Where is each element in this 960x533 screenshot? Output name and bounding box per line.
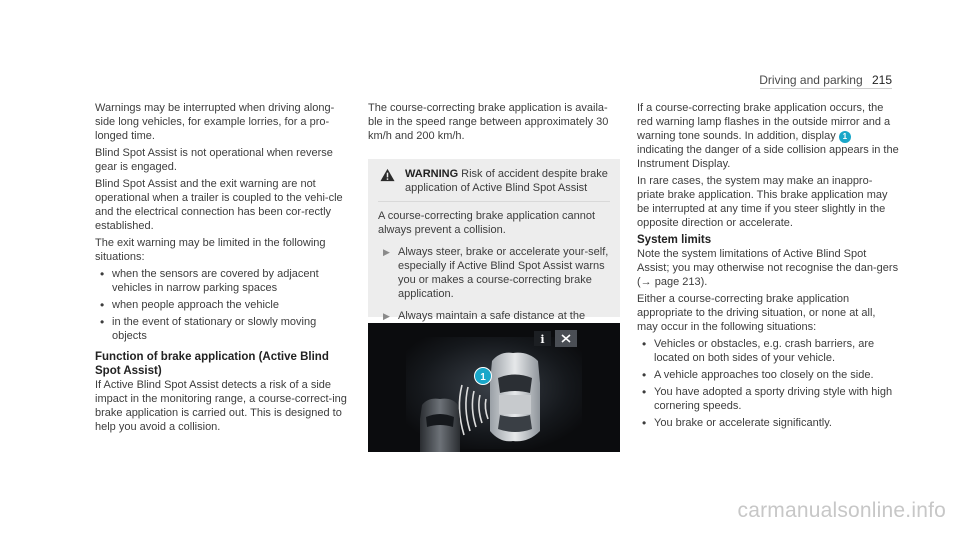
callout-badge: 1 [839, 131, 851, 143]
callout-1 [475, 368, 492, 385]
warning-body: A course-correcting brake application cannot always prevent a collision. [378, 210, 596, 236]
bullet-list [637, 337, 899, 430]
warning-title-text: Risk of accident despite brake application of Active Blind Spot Assist [405, 168, 608, 194]
info-icon [534, 331, 551, 346]
arrow-right-icon: ▶ [383, 247, 390, 257]
paragraph: Warnings may be interrupted when driving along-side long vehicles, for example lorries, for a pro-longed time. [95, 102, 335, 142]
svg-text:i: i [540, 333, 545, 346]
section-heading: Function of brake application (Active Blind Spot Assist) [95, 351, 329, 377]
column-left [95, 101, 347, 437]
paragraph: The exit warning may be limited in the following situations: [95, 237, 326, 263]
bullet-list [95, 267, 347, 343]
paragraph [637, 101, 899, 171]
warning-triangle-icon [380, 168, 395, 182]
instrument-display-illustration [368, 323, 620, 452]
list-item: • A vehicle approaches too closely on the side. [637, 368, 899, 382]
header-divider [760, 88, 892, 89]
paragraph: Blind Spot Assist and the exit warning are not operational when a trailer is coupled to the vehi-cle and the electrical connection has been cor-rectly established. [95, 178, 343, 232]
display-graphic [368, 323, 620, 452]
approaching-vehicle [420, 399, 460, 452]
page-number: 215 [871, 73, 892, 87]
arrow-right-icon: ▶ [383, 311, 390, 321]
column-right [637, 101, 899, 433]
list-item: • You brake or accelerate significantly. [637, 416, 899, 430]
warning-label: WARNING [405, 168, 459, 180]
paragraph: Blind Spot Assist is not operational when reverse gear is engaged. [95, 147, 333, 173]
paragraph: Either a course-correcting brake application appropriate to the driving situation, or none at all, may occur in the following situations: [637, 293, 876, 333]
list-item: • Vehicles or obstacles, e.g. crash barriers, are located on both sides of your vehicle. [637, 337, 899, 365]
paragraph-text: indicating the danger of a side collision appears in the Instrument Display. [637, 144, 899, 170]
list-item: • when the sensors are covered by adjacent vehicles in narrow parking spaces [95, 267, 347, 295]
section-heading: System limits [637, 234, 712, 246]
paragraph: If Active Blind Spot Assist detects a risk of a side impact in the monitoring range, a course-correct-ing brake application is carried out. This is designed to help you avoid a collision. [95, 379, 347, 433]
warning-title [405, 167, 610, 195]
list-item: • when people approach the vehicle [95, 298, 347, 312]
watermark: carmanualsonline.info [737, 499, 946, 522]
paragraph: The course-correcting brake application is availa-ble in the speed range between approximately 30 km/h and 200 km/h. [368, 102, 609, 142]
warning-header [378, 167, 610, 202]
step-text: Always maintain a safe distance at the [398, 310, 586, 322]
paragraph: In rare cases, the system may make an inappro-priate brake application. This brake application may be interrupted at any time if you steer slightly in the opposite direction or accelerate. [637, 175, 888, 229]
step-text: Always steer, brake or accelerate your-self, especially if Active Blind Spot Assist warns you or makes a course-correcting brake application. [398, 246, 609, 300]
list-item: • in the event of stationary or slowly moving objects [95, 315, 347, 343]
ego-vehicle [490, 353, 540, 442]
svg-text:1: 1 [480, 372, 486, 383]
paragraph-text: If a course-correcting brake application occurs, the red warning lamp flashes in the outside mirror and a warning tone sounds. In addition, display [637, 102, 891, 142]
instruction-step [378, 245, 610, 301]
column-middle [368, 101, 620, 322]
page-header [759, 73, 892, 87]
paragraph: Note the system limitations of Active Blind Spot Assist; you may otherwise not recognise the dan-gers (→ page 213). [637, 248, 899, 288]
warning-box [368, 159, 620, 322]
close-icon [555, 330, 577, 347]
section-title: Driving and parking [759, 73, 863, 87]
list-item: • You have adopted a sporty driving style with high cornering speeds. [637, 385, 899, 413]
